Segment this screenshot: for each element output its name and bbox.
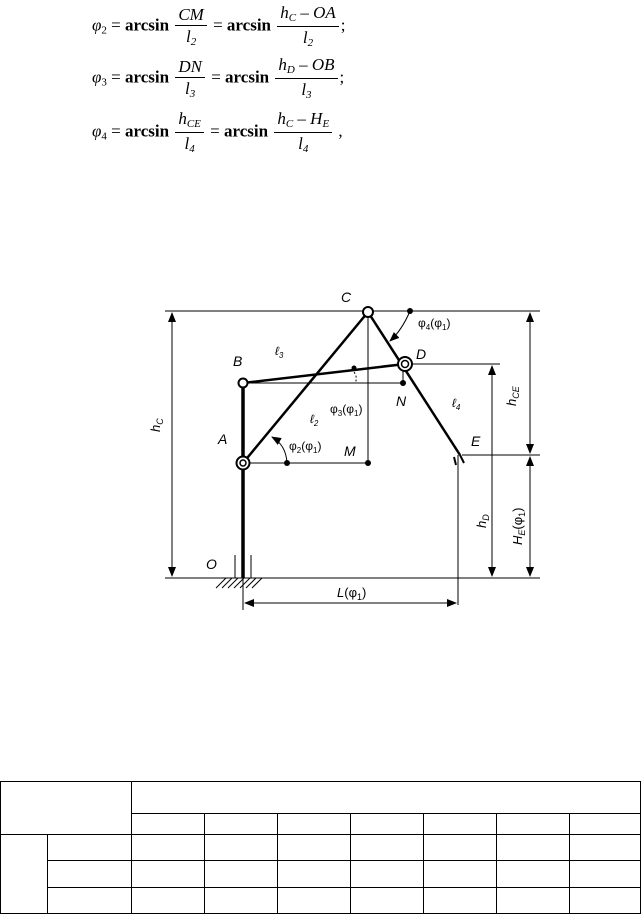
fraction: $\frac{h_D - OB}{l_3}$: [275, 56, 337, 101]
table-cell: [351, 814, 424, 835]
table-cell: [497, 835, 570, 861]
table-cell: [570, 835, 641, 861]
table-cell: [48, 888, 132, 914]
table-cell: [48, 861, 132, 888]
arc-phi3: [354, 372, 356, 383]
table-cell: [205, 888, 278, 914]
table-cell: [351, 888, 424, 914]
gripper-e: [454, 455, 464, 465]
point-bd-phi3: [352, 366, 357, 371]
table-cell: [351, 835, 424, 861]
point-n: [400, 380, 406, 386]
label-e: E: [471, 433, 481, 449]
table-cell: [497, 888, 570, 914]
point-m: [365, 460, 371, 466]
table-cell: [132, 835, 205, 861]
table-row-group-cell: [1, 835, 48, 914]
table-row: [1, 888, 641, 914]
table-cell: [570, 861, 641, 888]
formula-phi2: $\varphi_2 = \arcsin$ $\frac{CM}{l_2}$ = arcsin $\frac{h_C - OA}{l_2}$ ;: [92, 3, 346, 49]
label-c: C: [341, 289, 352, 305]
label-m: M: [344, 443, 356, 459]
table-cell: [132, 861, 205, 888]
joint-c: [363, 307, 373, 317]
table-cell: [424, 814, 497, 835]
table-cell: [205, 814, 278, 835]
table-corner-cell: [1, 782, 132, 835]
table-cell: [570, 814, 641, 835]
label-hce: $h_{CE}$: [504, 386, 521, 406]
table-header-cell: [132, 782, 641, 814]
arc-phi2: [272, 437, 287, 463]
label-o: O: [206, 556, 217, 572]
label-l4: ℓ$_4$: [452, 396, 461, 412]
table-cell: [132, 814, 205, 835]
table-cell: [424, 888, 497, 914]
table-cell: [424, 861, 497, 888]
table-cell: [497, 861, 570, 888]
formula-phi3: $\varphi_3 = \arcsin$ $\frac{DN}{l_3}$ = arcsin $\frac{h_D - OB}{l_3}$ ;: [92, 55, 345, 101]
label-phi3: $\varphi_3(\varphi_1)$: [330, 402, 363, 418]
data-table: [0, 781, 641, 914]
label-b: B: [233, 353, 243, 369]
label-a: A: [218, 431, 228, 447]
formula-phi4: $\varphi_4 = \arcsin$ $\frac{h_{CE}}{l_4}$ = arcsin $\frac{h_C - H_E}{l_4}$ ,: [92, 109, 343, 155]
table-cell: [278, 861, 351, 888]
joint-d-inner: [402, 361, 409, 368]
table-cell: [205, 835, 278, 861]
table-cell: [132, 888, 205, 914]
label-l2: ℓ$_2$: [310, 412, 319, 428]
label-l3: ℓ$_3$: [275, 344, 284, 360]
table-cell: [570, 888, 641, 914]
table-cell: [497, 814, 570, 835]
table-cell: [278, 888, 351, 914]
table-cell: [351, 861, 424, 888]
table-cell: [48, 835, 132, 861]
label-he: $H_E(\varphi_1)$: [510, 507, 527, 545]
label-phi4: $\varphi_4(\varphi_1)$: [418, 316, 451, 332]
joint-b: [239, 379, 248, 388]
table-row: [1, 835, 641, 861]
table-row: [1, 861, 641, 888]
ground-hatching: [216, 578, 262, 588]
table-header-row: [1, 782, 641, 814]
table-cell: [424, 835, 497, 861]
label-n: N: [396, 393, 407, 409]
fraction: $\frac{h_{CE}}{l_4}$: [175, 110, 204, 155]
joint-a-inner: [240, 460, 246, 466]
table-cell: [278, 814, 351, 835]
label-phi2: $\varphi_2(\varphi_1)$: [289, 439, 322, 455]
table-cell: [278, 835, 351, 861]
fraction: $\frac{DN}{l_3}$: [175, 58, 205, 100]
label-d: D: [416, 346, 427, 362]
fraction: $\frac{CM}{l_2}$: [175, 6, 207, 48]
table-cell: [205, 861, 278, 888]
label-hc: $h_C$: [148, 418, 165, 432]
arc-phi4: [390, 311, 410, 341]
fraction: $\frac{h_C - H_E}{l_4}$: [274, 110, 332, 155]
fraction: $\frac{h_C - OA}{l_2}$: [277, 4, 339, 49]
label-hd: $h_D$: [474, 514, 491, 528]
label-l: $L(\varphi_1)$: [337, 585, 367, 602]
